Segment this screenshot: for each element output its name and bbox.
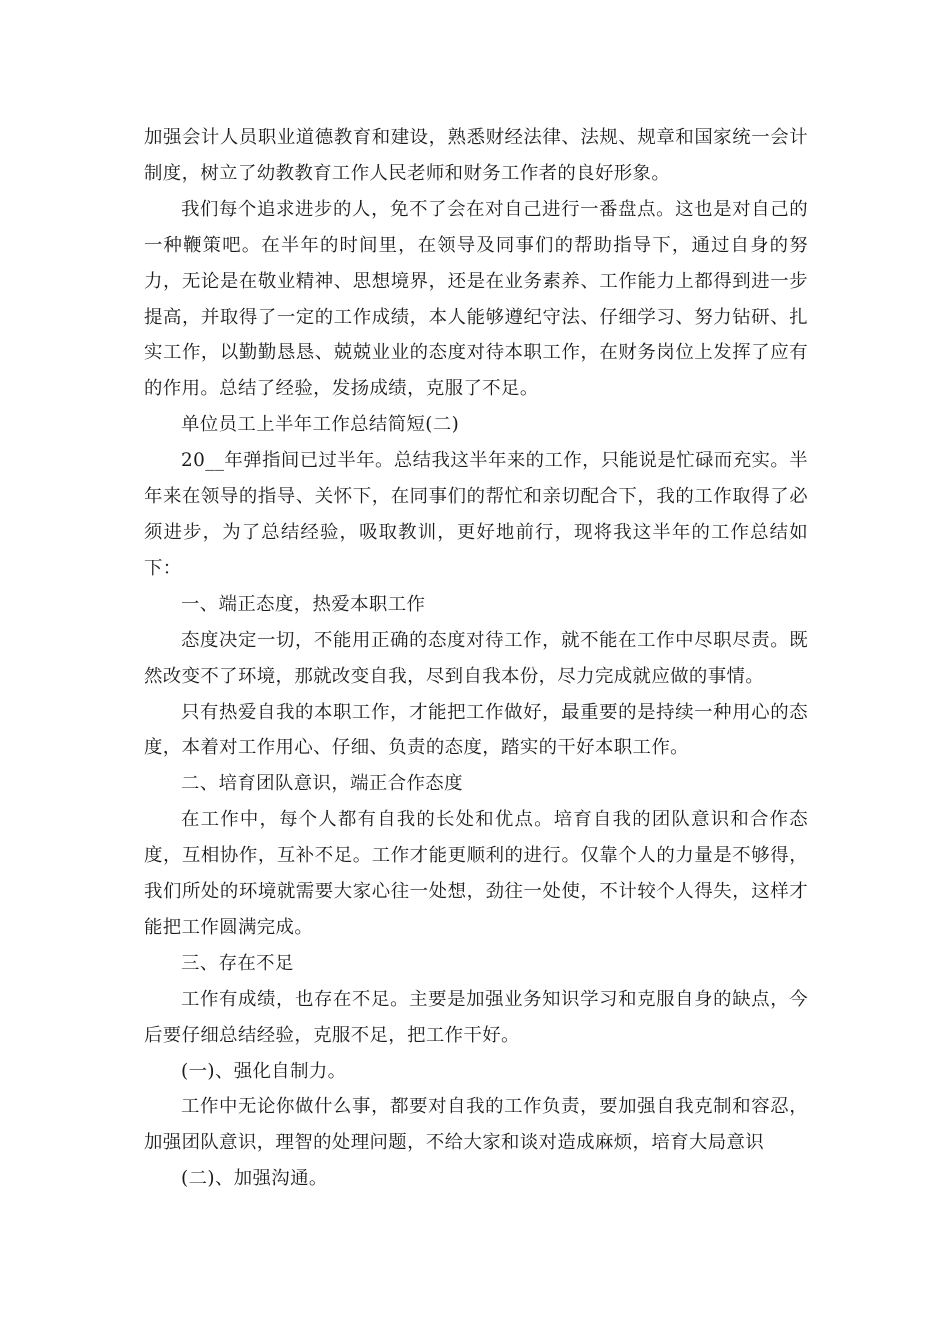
subheading-2: (二)、加强沟通。 [181,1168,328,1190]
paragraph-5: 只有热爱自我的本职工作，才能把工作做好，最重要的是持续一种用心的态度，本着对工作用心、仔细、负责的态度，踏实的干好本职工作。 [144,701,808,759]
paragraph-8: 工作中无论你做什么事，都要对自我的工作负责，要加强自我克制和容忍，加强团队意识，理智的处理问题，不给大家和谈对造成麻烦，培育大局意识 [144,1096,808,1154]
heading-2: 二、培育团队意识，端正合作态度 [181,773,463,795]
subheading-1: (一)、强化自制力。 [181,1060,347,1082]
paragraph-7: 工作有成绩，也存在不足。主要是加强业务知识学习和克服自身的缺点，今后要仔细总结经验，克服不足，把工作干好。 [144,988,808,1046]
paragraph-6: 在工作中，每个人都有自我的长处和优点。培育自我的团队意识和合作态度，互相协作，互补不足。工作才能更顺利的进行。仅靠个人的力量是不够得，我们所处的环境就需要大家心往一处想，劲往一处使，不计较个人得失，这样才能把工作圆满完成。 [144,809,808,938]
heading-1: 一、端正态度，热爱本职工作 [181,593,426,615]
paragraph-2: 我们每个追求进步的人，免不了会在对自己进行一番盘点。这也是对自己的一种鞭策吧。在半年的时间里，在领导及同事们的帮助指导下，通过自身的努力，无论是在敬业精神、思想境界，还是在业务素养、工作能力上都得到进一步提高，并取得了一定的工作成绩，本人能够遵纪守法、仔细学习、努力钻研、扎实工作，以勤勤恳恳、兢兢业业的态度对待本职工作，在财务岗位上发挥了应有的作用。总结了经验，发扬成绩，克服了不足。 [144,198,808,400]
paragraph-4: 态度决定一切，不能用正确的态度对待工作，就不能在工作中尽职尽责。既然改变不了环境，那就改变自我，尽到自我本份，尽力完成就应做的事情。 [144,629,808,687]
document-body [144,120,808,1197]
heading-3: 三、存在不足 [181,952,294,974]
section-title-2: 单位员工上半年工作总结简短(二) [181,414,460,436]
paragraph-1: 加强会计人员职业道德教育和建设，熟悉财经法律、法规、规章和国家统一会计制度，树立了幼教教育工作人民老师和财务工作者的良好形象。 [144,127,808,184]
paragraph-3: 20__年弹指间已过半年。总结我这半年来的工作，只能说是忙碌而充实。半年来在领导的指导、关怀下，在同事们的帮忙和亲切配合下，我的工作取得了必须进步，为了总结经验，吸取教训，更好地前行，现将我这半年的工作总结如下： [144,450,808,579]
